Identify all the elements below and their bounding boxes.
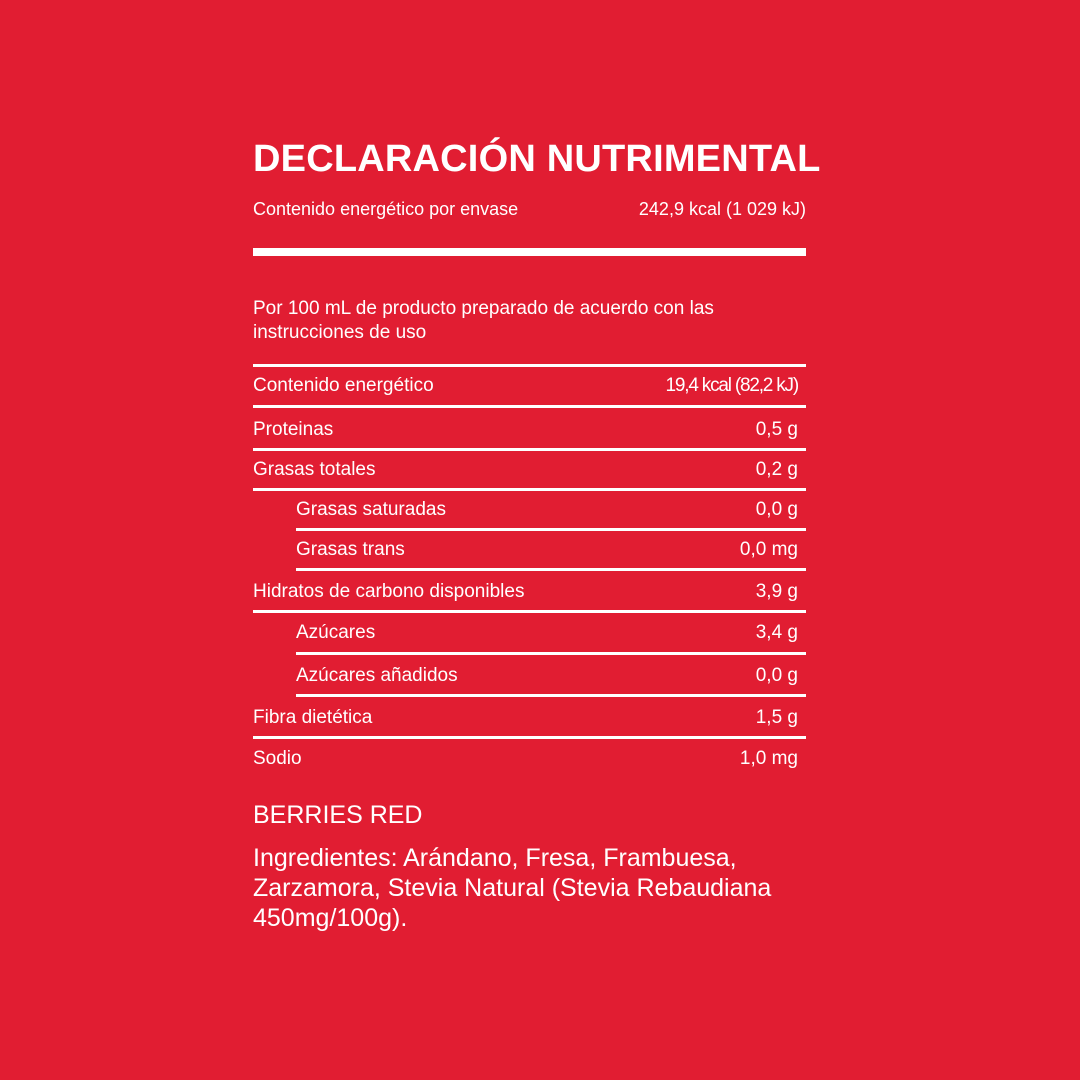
thick-divider (253, 248, 806, 256)
nutrient-value: 0,0 g (755, 499, 798, 520)
energy-per-package (253, 199, 806, 220)
nutrient-label: Proteinas (253, 419, 334, 440)
row-divider (253, 448, 806, 451)
row-divider (253, 488, 806, 491)
row-divider (253, 736, 806, 739)
page-title: DECLARACIÓN NUTRIMENTAL (253, 138, 821, 180)
nutrient-value: 0,5 g (755, 419, 798, 440)
nutrient-value: 3,9 g (755, 581, 798, 602)
row-divider (253, 405, 806, 408)
row-divider (296, 568, 806, 571)
per-100ml-note: Por 100 mL de producto preparado de acuerdo con las instrucciones de uso (253, 298, 714, 343)
row-divider (296, 528, 806, 531)
nutrient-value: 1,5 g (755, 707, 798, 728)
nutrient-value: 3,4 g (755, 622, 798, 643)
nutrient-value: 0,0 g (755, 665, 798, 686)
nutrient-label: Azúcares (296, 622, 376, 643)
nutrient-label: Grasas saturadas (296, 499, 446, 520)
nutrient-label: Fibra dietética (253, 707, 373, 728)
product-name: BERRIES RED (253, 801, 423, 829)
energy-per-package-value: 242,9 kcal (1 029 kJ) (638, 199, 806, 219)
row-divider (296, 652, 806, 655)
table-top-rule (253, 364, 806, 367)
nutrient-label: Grasas trans (296, 539, 405, 560)
nutrient-label: Hidratos de carbono disponibles (253, 581, 525, 602)
nutrient-label: Grasas totales (253, 459, 376, 480)
nutrient-label: Sodio (253, 748, 302, 769)
row-divider (296, 694, 806, 697)
row-divider (253, 610, 806, 613)
nutrient-value: 0,0 mg (739, 539, 798, 560)
nutrient-label: Azúcares añadidos (296, 665, 458, 686)
nutrient-value: 1,0 mg (739, 748, 798, 769)
nutrient-value: 0,2 g (755, 459, 798, 480)
energy-per-package-label: Contenido energético por envase (253, 199, 519, 219)
nutrient-value: 19,4 kcal (82,2 kJ) (665, 375, 798, 396)
ingredients-text: Ingredientes: Arándano, Fresa, Frambuesa, Zarzamora, Stevia Natural (Stevia Rebaudiana 450mg/100g). (253, 844, 772, 932)
nutrient-label: Contenido energético (253, 375, 434, 396)
